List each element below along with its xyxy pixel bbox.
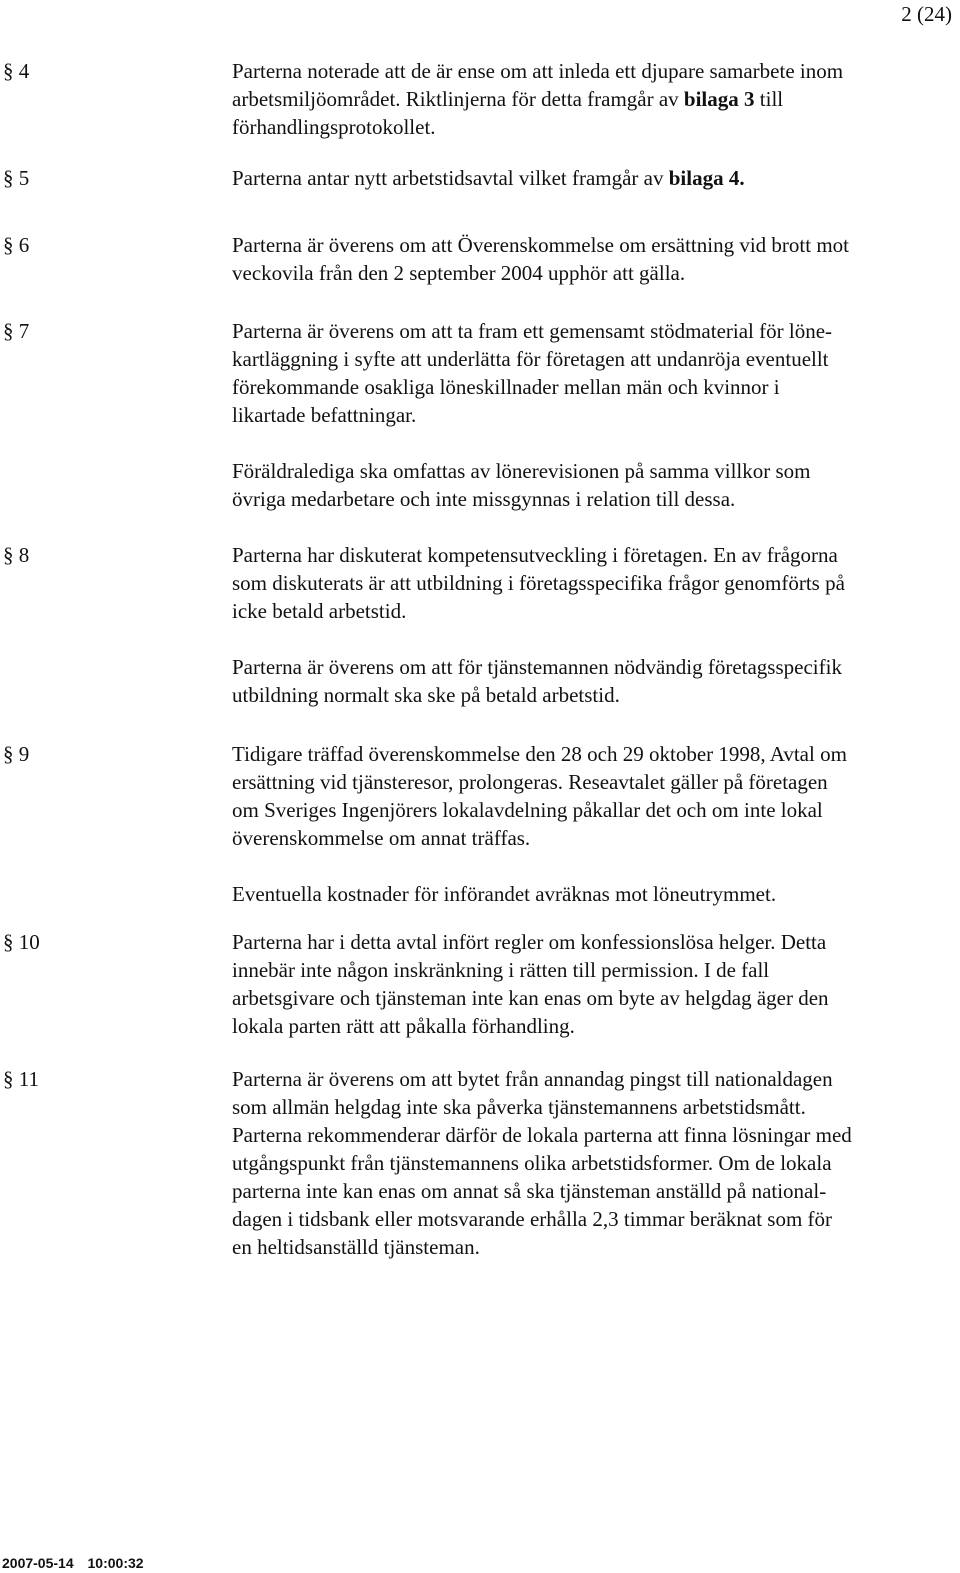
section-text bbox=[232, 541, 954, 709]
paragraph bbox=[232, 231, 954, 287]
text-line bbox=[232, 113, 954, 141]
attachment-reference: bilaga 4. bbox=[668, 166, 745, 190]
text-line bbox=[232, 373, 954, 401]
text-segment: Parterna har diskuterat kompetensutveckling i företagen. En av frågorna bbox=[232, 543, 838, 567]
text-line bbox=[232, 541, 954, 569]
text-line bbox=[232, 653, 954, 681]
section-number: § 4 bbox=[3, 59, 30, 83]
text-segment: Parterna är överens om att Överenskommelse om ersättning vid brott mot bbox=[232, 233, 850, 257]
text-segment: kartläggning i syfte att underlätta för företagen att undanröja eventuellt bbox=[232, 347, 829, 371]
text-segment: utbildning normalt ska ske på betald arbetstid. bbox=[232, 683, 620, 707]
text-line bbox=[232, 880, 954, 908]
section-number: § 9 bbox=[3, 742, 30, 766]
text-line bbox=[232, 1233, 954, 1261]
text-segment: Tidigare träffad överenskommelse den 28 och 29 oktober 1998, Avtal om bbox=[232, 742, 847, 766]
text-line bbox=[232, 796, 954, 824]
section-text bbox=[232, 740, 954, 908]
section-number: § 7 bbox=[3, 319, 30, 343]
section-number: § 11 bbox=[3, 1067, 39, 1091]
text-segment: Föräldralediga ska omfattas av lönerevisionen på samma villkor som bbox=[232, 459, 811, 483]
page-number: 2 (24) bbox=[901, 2, 952, 26]
text-line bbox=[232, 231, 954, 259]
paragraph bbox=[232, 653, 954, 709]
text-segment: Eventuella kostnader för införandet avräknas mot löneutrymmet. bbox=[232, 882, 777, 906]
text-line bbox=[232, 457, 954, 485]
text-line bbox=[232, 1093, 954, 1121]
section-text bbox=[232, 57, 954, 141]
text-segment: ersättning vid tjänsteresor, prolongeras. Reseavtalet gäller på företagen bbox=[232, 770, 828, 794]
text-segment: överenskommelse om annat träffas. bbox=[232, 826, 531, 850]
text-line bbox=[232, 1121, 954, 1149]
section-text bbox=[232, 164, 954, 192]
text-segment: Parterna rekommenderar därför de lokala parterna att finna lösningar med bbox=[232, 1123, 852, 1147]
text-line bbox=[232, 485, 954, 513]
text-segment: parterna inte kan enas om annat så ska tjänsteman anställd på national- bbox=[232, 1179, 827, 1203]
paragraph bbox=[232, 457, 954, 513]
text-segment: om Sveriges Ingenjörers lokalavdelning påkallar det och om inte lokal bbox=[232, 798, 823, 822]
text-line bbox=[232, 1065, 954, 1093]
section-text bbox=[232, 1065, 954, 1261]
text-line bbox=[232, 164, 954, 192]
text-segment: Parterna noterade att de är ense om att inleda ett djupare samarbete inom bbox=[232, 59, 844, 83]
section-text bbox=[232, 317, 954, 513]
paragraph bbox=[232, 928, 954, 1040]
text-line bbox=[232, 1205, 954, 1233]
section-number: § 8 bbox=[3, 543, 30, 567]
text-segment: Parterna har i detta avtal infört regler om konfessionslösa helger. Detta bbox=[232, 930, 827, 954]
text-segment: en heltidsanställd tjänsteman. bbox=[232, 1235, 480, 1259]
text-line bbox=[232, 681, 954, 709]
section-number: § 6 bbox=[3, 233, 30, 257]
text-line bbox=[232, 259, 954, 287]
text-line bbox=[232, 1149, 954, 1177]
text-segment: Parterna är överens om att ta fram ett gemensamt stödmaterial för löne- bbox=[232, 319, 833, 343]
text-segment: till bbox=[754, 87, 784, 111]
paragraph bbox=[232, 164, 954, 192]
paragraph bbox=[232, 740, 954, 852]
text-segment: Parterna är överens om att för tjänstemannen nödvändig företagsspecifik bbox=[232, 655, 842, 679]
text-segment: veckovila från den 2 september 2004 upphör att gälla. bbox=[232, 261, 686, 285]
text-segment: Parterna antar nytt arbetstidsavtal vilket framgår av bbox=[232, 166, 669, 190]
text-line bbox=[232, 401, 954, 429]
text-line bbox=[232, 768, 954, 796]
paragraph bbox=[232, 317, 954, 429]
text-line bbox=[232, 928, 954, 956]
paragraph bbox=[232, 1065, 954, 1261]
text-line bbox=[232, 597, 954, 625]
text-segment: arbetsmiljöområdet. Riktlinjerna för detta framgår av bbox=[232, 87, 684, 111]
text-segment: förekommande osakliga löneskillnader mellan män och kvinnor i bbox=[232, 375, 780, 399]
text-line bbox=[232, 317, 954, 345]
section-text bbox=[232, 231, 954, 287]
text-line bbox=[232, 984, 954, 1012]
section-text bbox=[232, 928, 954, 1040]
text-line bbox=[232, 1012, 954, 1040]
section-number: § 5 bbox=[3, 166, 30, 190]
text-segment: utgångspunkt från tjänstemannens olika arbetstidsformer. Om de lokala bbox=[232, 1151, 832, 1175]
paragraph bbox=[232, 57, 954, 141]
text-line bbox=[232, 85, 954, 113]
section-number: § 10 bbox=[3, 930, 40, 954]
text-line bbox=[232, 57, 954, 85]
text-line bbox=[232, 956, 954, 984]
text-segment: förhandlingsprotokollet. bbox=[232, 115, 436, 139]
text-segment: övriga medarbetare och inte missgynnas i relation till dessa. bbox=[232, 487, 736, 511]
text-segment: som diskuterats är att utbildning i företagsspecifika frågor genomförts på bbox=[232, 571, 845, 595]
text-segment: lokala parten rätt att påkalla förhandling. bbox=[232, 1014, 575, 1038]
text-segment: arbetsgivare och tjänsteman inte kan enas om byte av helgdag äger den bbox=[232, 986, 829, 1010]
print-date: 2007-05-14 bbox=[2, 1555, 74, 1571]
text-line bbox=[232, 1177, 954, 1205]
paragraph bbox=[232, 880, 954, 908]
text-segment: likartade befattningar. bbox=[232, 403, 417, 427]
print-time: 10:00:32 bbox=[87, 1555, 144, 1571]
text-line bbox=[232, 824, 954, 852]
print-timestamp bbox=[2, 1555, 144, 1571]
attachment-reference: bilaga 3 bbox=[683, 87, 755, 111]
text-segment: Parterna är överens om att bytet från annandag pingst till nationaldagen bbox=[232, 1067, 833, 1091]
text-line bbox=[232, 740, 954, 768]
text-segment: innebär inte någon inskränkning i rätten till permission. I de fall bbox=[232, 958, 770, 982]
text-line bbox=[232, 569, 954, 597]
text-segment: dagen i tidsbank eller motsvarande erhålla 2,3 timmar beräknat som för bbox=[232, 1207, 833, 1231]
text-line bbox=[232, 345, 954, 373]
text-segment: icke betald arbetstid. bbox=[232, 599, 407, 623]
paragraph bbox=[232, 541, 954, 625]
text-segment: som allmän helgdag inte ska påverka tjänstemannens arbetstidsmått. bbox=[232, 1095, 806, 1119]
